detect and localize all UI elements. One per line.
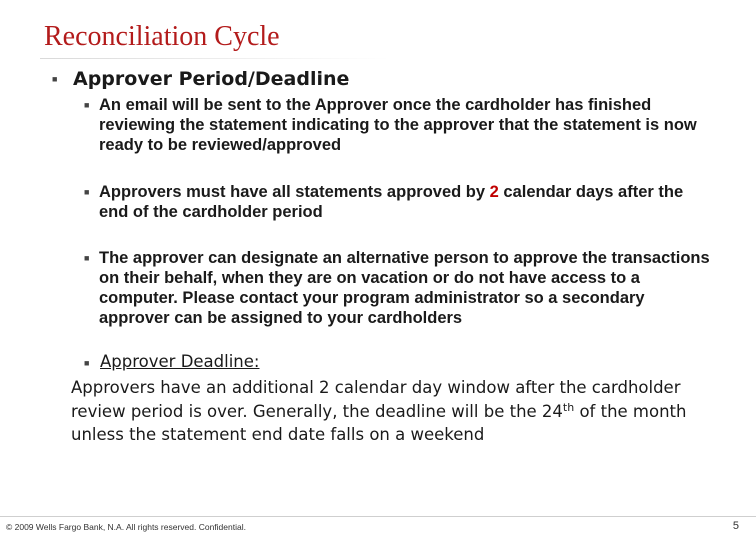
approver-deadline-body xyxy=(71,376,731,447)
bullet-approval-text-start: Approvers must have all statements approved by xyxy=(99,183,490,201)
slide-title: Reconciliation Cycle xyxy=(44,21,280,52)
page-number: 5 xyxy=(732,520,739,532)
bullet-approval-text-end: calendar days after the end of the cardholder period xyxy=(99,183,684,221)
deadline-text-start: Approvers have an additional 2 calendar day window after the cardholder review period is over. Generally, the deadline will be the 24 xyxy=(71,378,681,421)
footer-copyright: © 2009 Wells Fargo Bank, N.A. All rights reserved. Confidential. xyxy=(6,522,246,532)
title-divider xyxy=(40,58,390,59)
highlighted-days: 2 xyxy=(489,183,499,201)
approver-deadline-heading: Approver Deadline: xyxy=(100,352,260,371)
square-bullet-icon: ■ xyxy=(84,187,90,197)
bullet-email-notification: An email will be sent to the Approver once the cardholder has finished reviewing the statement indicating to the approver that the statement is now ready to be reviewed/approved xyxy=(99,96,697,154)
square-bullet-icon: ■ xyxy=(84,358,90,368)
bullet-alternate-approver: The approver can designate an alternative person to approve the transactions on their behalf, when they are on vacation or do not have access to a computer. Please contact your program administrator so a secondary approver can be assigned to your cardholders xyxy=(99,249,710,327)
square-bullet-icon: ■ xyxy=(84,253,90,263)
deadline-text-end: of the month unless the statement end date falls on a weekend xyxy=(71,401,687,444)
footer-divider xyxy=(0,516,756,517)
bullet-approval-deadline xyxy=(99,182,714,222)
square-bullet-icon: ■ xyxy=(84,100,90,110)
ordinal-superscript: th xyxy=(562,400,575,414)
section-heading: Approver Period/Deadline xyxy=(73,68,350,90)
square-bullet-icon: ■ xyxy=(52,74,58,84)
